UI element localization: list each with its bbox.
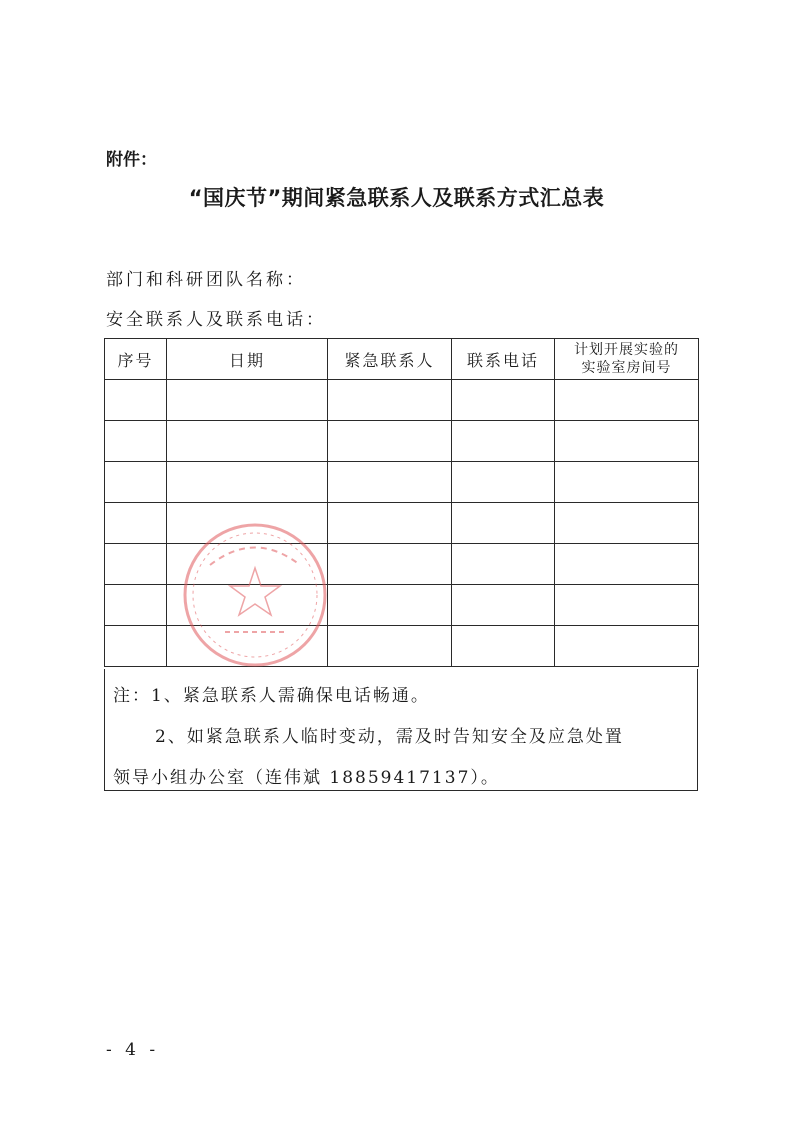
- attachment-label: 附件：: [106, 150, 157, 170]
- page-title: “国庆节”期间紧急联系人及联系方式汇总表: [188, 186, 605, 210]
- table-cell[interactable]: [555, 503, 699, 544]
- table-cell[interactable]: [105, 421, 167, 462]
- notes-box: [104, 669, 698, 791]
- table-cell[interactable]: [452, 626, 555, 667]
- table-cell[interactable]: [328, 462, 452, 503]
- note-line-2: 2、如紧急联系人临时变动，需及时告知安全及应急处置: [155, 727, 624, 747]
- table-cell[interactable]: [555, 380, 699, 421]
- page-number: - 4 -: [106, 1040, 160, 1060]
- table-cell[interactable]: [105, 626, 167, 667]
- seal-arc-text: [210, 548, 300, 566]
- table-cell[interactable]: [452, 421, 555, 462]
- table-cell[interactable]: [105, 462, 167, 503]
- table-cell[interactable]: [105, 503, 167, 544]
- department-name-field: 部门和科研团队名称：: [106, 270, 306, 290]
- table-cell[interactable]: [105, 380, 167, 421]
- table-cell[interactable]: [452, 462, 555, 503]
- note-line-3: 领导小组办公室（连伟斌 18859417137）。: [113, 768, 500, 788]
- seal-outer-ring: [185, 525, 325, 665]
- header-seq: 序号: [105, 339, 167, 380]
- table-cell[interactable]: [328, 544, 452, 585]
- header-room-line1: 计划开展实验的: [574, 342, 679, 358]
- table-cell[interactable]: [452, 544, 555, 585]
- table-row: [105, 462, 699, 503]
- table-cell[interactable]: [452, 503, 555, 544]
- table-cell[interactable]: [328, 626, 452, 667]
- note-line-1: 注：1、紧急联系人需确保电话畅通。: [113, 686, 430, 706]
- table-cell[interactable]: [555, 462, 699, 503]
- safety-contact-field: 安全联系人及联系电话：: [106, 310, 326, 330]
- table-cell[interactable]: [167, 462, 328, 503]
- table-cell[interactable]: [452, 380, 555, 421]
- table-header-row: [105, 339, 699, 380]
- table-row: [105, 421, 699, 462]
- table-cell[interactable]: [452, 585, 555, 626]
- table-cell[interactable]: [105, 544, 167, 585]
- header-phone: 联系电话: [452, 339, 555, 380]
- seal-star: [230, 568, 280, 615]
- table-cell[interactable]: [555, 421, 699, 462]
- table-cell[interactable]: [328, 503, 452, 544]
- table-cell[interactable]: [167, 421, 328, 462]
- header-room-line2: 实验室房间号: [581, 360, 672, 376]
- header-room: [555, 339, 699, 380]
- table-cell[interactable]: [555, 544, 699, 585]
- table-cell[interactable]: [328, 380, 452, 421]
- header-date: 日期: [167, 339, 328, 380]
- table-cell[interactable]: [328, 585, 452, 626]
- table-row: [105, 380, 699, 421]
- table-cell[interactable]: [105, 585, 167, 626]
- table-cell[interactable]: [328, 421, 452, 462]
- official-seal-stamp: [180, 520, 330, 670]
- table-cell[interactable]: [167, 380, 328, 421]
- seal-inner-ring: [193, 533, 317, 657]
- table-cell[interactable]: [555, 626, 699, 667]
- header-contact: 紧急联系人: [328, 339, 452, 380]
- table-cell[interactable]: [555, 585, 699, 626]
